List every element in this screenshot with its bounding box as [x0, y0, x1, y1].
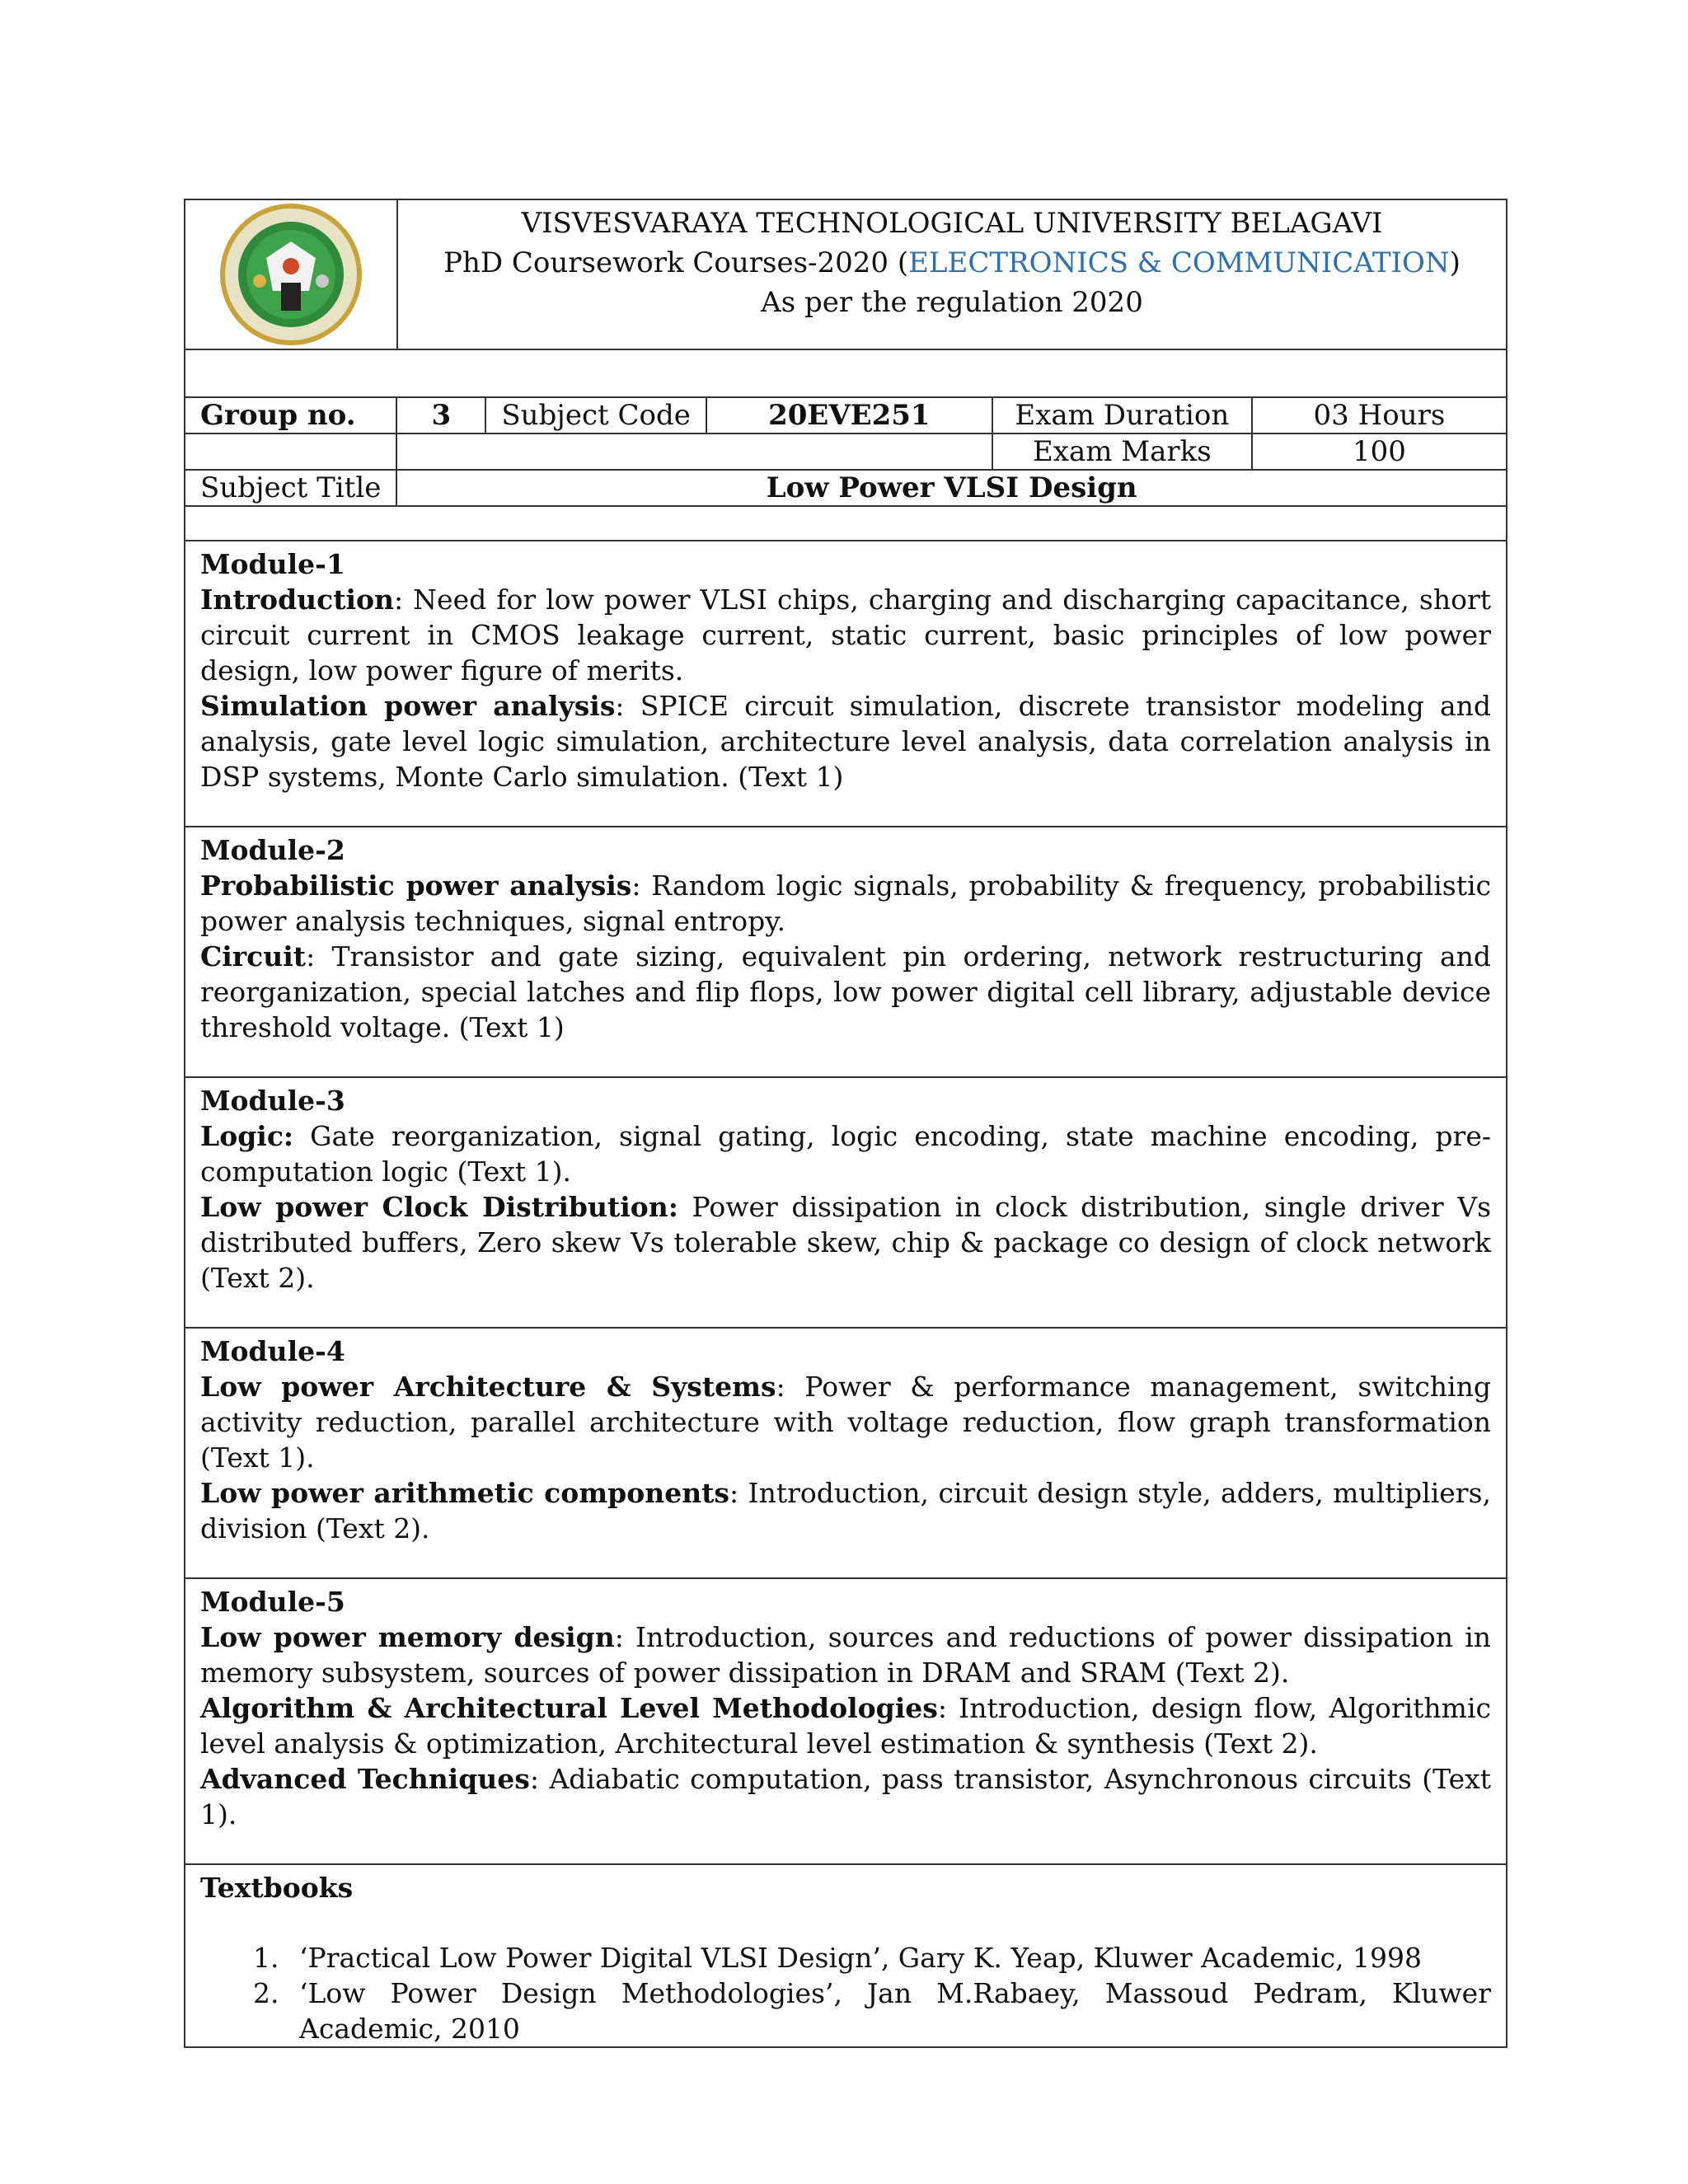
- topic-heading: Low power arithmetic components: [200, 1477, 730, 1509]
- module-topic: [200, 939, 1491, 1045]
- topic-text: : Introduction, circuit design style, adders, multipliers, division (Text 2).: [200, 1477, 1491, 1544]
- spacer-row: [185, 350, 1506, 398]
- topic-text: : Need for low power VLSI chips, charging and discharging capacitance, short circuit current in CMOS leakage current, static current, basic principles of low power design, low power figure of merits.: [200, 583, 1491, 687]
- topic-heading: Probabilistic power analysis: [200, 869, 632, 902]
- subject-code-label: Subject Code: [485, 398, 706, 434]
- topic-text: : Introduction, sources and reductions of power dissipation in memory subsystem, sources of power dissipation in DRAM and SRAM (Text 2).: [200, 1621, 1491, 1689]
- topic-heading: Logic:: [200, 1120, 294, 1152]
- empty-cell: [396, 434, 992, 470]
- module-topic: [200, 582, 1491, 688]
- module-5: [185, 1579, 1506, 1865]
- module-topic: [200, 1189, 1491, 1296]
- module-topic: [200, 1369, 1491, 1475]
- topic-heading: Low power memory design: [200, 1621, 615, 1653]
- topic-text: Gate reorganization, signal gating, logic encoding, state machine encoding, pre-computation logic (Text 1).: [200, 1120, 1491, 1188]
- module-topic: [200, 1690, 1491, 1761]
- module-topic: [200, 1761, 1491, 1832]
- subject-code-value: 20EVE251: [706, 398, 992, 434]
- course-line: [398, 243, 1506, 283]
- group-label: Group no.: [185, 398, 396, 434]
- empty-cell: [185, 434, 396, 470]
- info-table-row: [185, 398, 1506, 507]
- topic-heading: Introduction: [200, 583, 395, 616]
- module-title: Module-5: [200, 1586, 345, 1618]
- module-4: [185, 1329, 1506, 1579]
- module-3: [185, 1078, 1506, 1329]
- textbook-item: 1. ‘Practical Low Power Digital VLSI Design’, Gary K. Yeap, Kluwer Academic, 1998: [288, 1940, 1491, 1975]
- topic-text: : Random logic signals, probability & frequency, probabilistic power analysis techniques, signal entropy.: [200, 869, 1491, 937]
- module-2: [185, 827, 1506, 1078]
- module-topic: [200, 688, 1491, 794]
- university-logo-cell: [185, 200, 398, 349]
- topic-heading: Algorithm & Architectural Level Methodologies: [200, 1692, 938, 1724]
- topic-heading: Low power Architecture & Systems: [200, 1371, 776, 1403]
- topic-text: Power dissipation in clock distribution, single driver Vs distributed buffers, Zero skew Vs tolerable skew, chip & package co design of clock network (Text 2).: [200, 1191, 1491, 1294]
- topic-text: : Transistor and gate sizing, equivalent pin ordering, network restructuring and reorganization, special latches and flip flops, low power digital cell library, adjustable device threshold voltage. (Text 1): [200, 940, 1491, 1043]
- textbook-item: 2. ‘Low Power Design Methodologies’, Jan M.Rabaey, Massoud Pedram, Kluwer Academic, 2010: [288, 1975, 1491, 2046]
- module-topic: [200, 1118, 1491, 1189]
- syllabus-sheet: [184, 199, 1507, 2048]
- topic-text: : SPICE circuit simulation, discrete transistor modeling and analysis, gate level logic simulation, architecture level analysis, data correlation analysis in DSP systems, Monte Carlo simulation. (Text 1): [200, 690, 1491, 793]
- topic-text: : Adiabatic computation, pass transistor, Asynchronous circuits (Text 1).: [200, 1763, 1492, 1830]
- module-topic: [200, 868, 1491, 939]
- textbooks-title: Textbooks: [200, 1872, 354, 1904]
- module-title: Module-4: [200, 1335, 345, 1367]
- topic-text: : Power & performance management, switching activity reduction, parallel architecture with voltage reduction, flow graph transformation (Text 1).: [200, 1371, 1491, 1474]
- university-name: VISVESVARAYA TECHNOLOGICAL UNIVERSITY BELAGAVI: [521, 207, 1383, 240]
- course-line-suffix: ): [1449, 246, 1461, 279]
- header-title-block: [398, 200, 1506, 349]
- header-row: [185, 200, 1506, 350]
- topic-heading: Low power Clock Distribution:: [200, 1191, 678, 1223]
- department-name: ELECTRONICS & COMMUNICATION: [908, 246, 1450, 279]
- subject-title-label: Subject Title: [185, 470, 396, 505]
- group-value: 3: [396, 398, 485, 434]
- topic-heading: Circuit: [200, 940, 307, 972]
- module-1: [185, 541, 1506, 827]
- textbooks-list: [200, 1940, 1491, 2046]
- exam-duration-label: Exam Duration: [992, 398, 1252, 434]
- topic-text: : Introduction, design flow, Algorithmic level analysis & optimization, Architectural level estimation & synthesis (Text 2).: [200, 1692, 1492, 1760]
- topic-heading: Advanced Techniques: [200, 1763, 530, 1795]
- university-seal-icon: [217, 200, 365, 349]
- module-title: Module-1: [200, 548, 345, 580]
- exam-duration-value: 03 Hours: [1252, 398, 1506, 434]
- module-title: Module-2: [200, 834, 345, 866]
- module-topic: [200, 1475, 1491, 1546]
- exam-marks-label: Exam Marks: [992, 434, 1252, 470]
- course-line-prefix: PhD Coursework Courses-2020 (: [443, 246, 909, 279]
- regulation-line: As per the regulation 2020: [761, 286, 1143, 319]
- module-topic: [200, 1619, 1491, 1690]
- textbooks-section: [185, 1865, 1506, 2046]
- module-title: Module-3: [200, 1085, 345, 1117]
- subject-title-value: Low Power VLSI Design: [396, 470, 1506, 505]
- course-info-table: [185, 398, 1506, 505]
- spacer-row: [185, 507, 1506, 541]
- topic-heading: Simulation power analysis: [200, 690, 616, 722]
- exam-marks-value: 100: [1252, 434, 1506, 470]
